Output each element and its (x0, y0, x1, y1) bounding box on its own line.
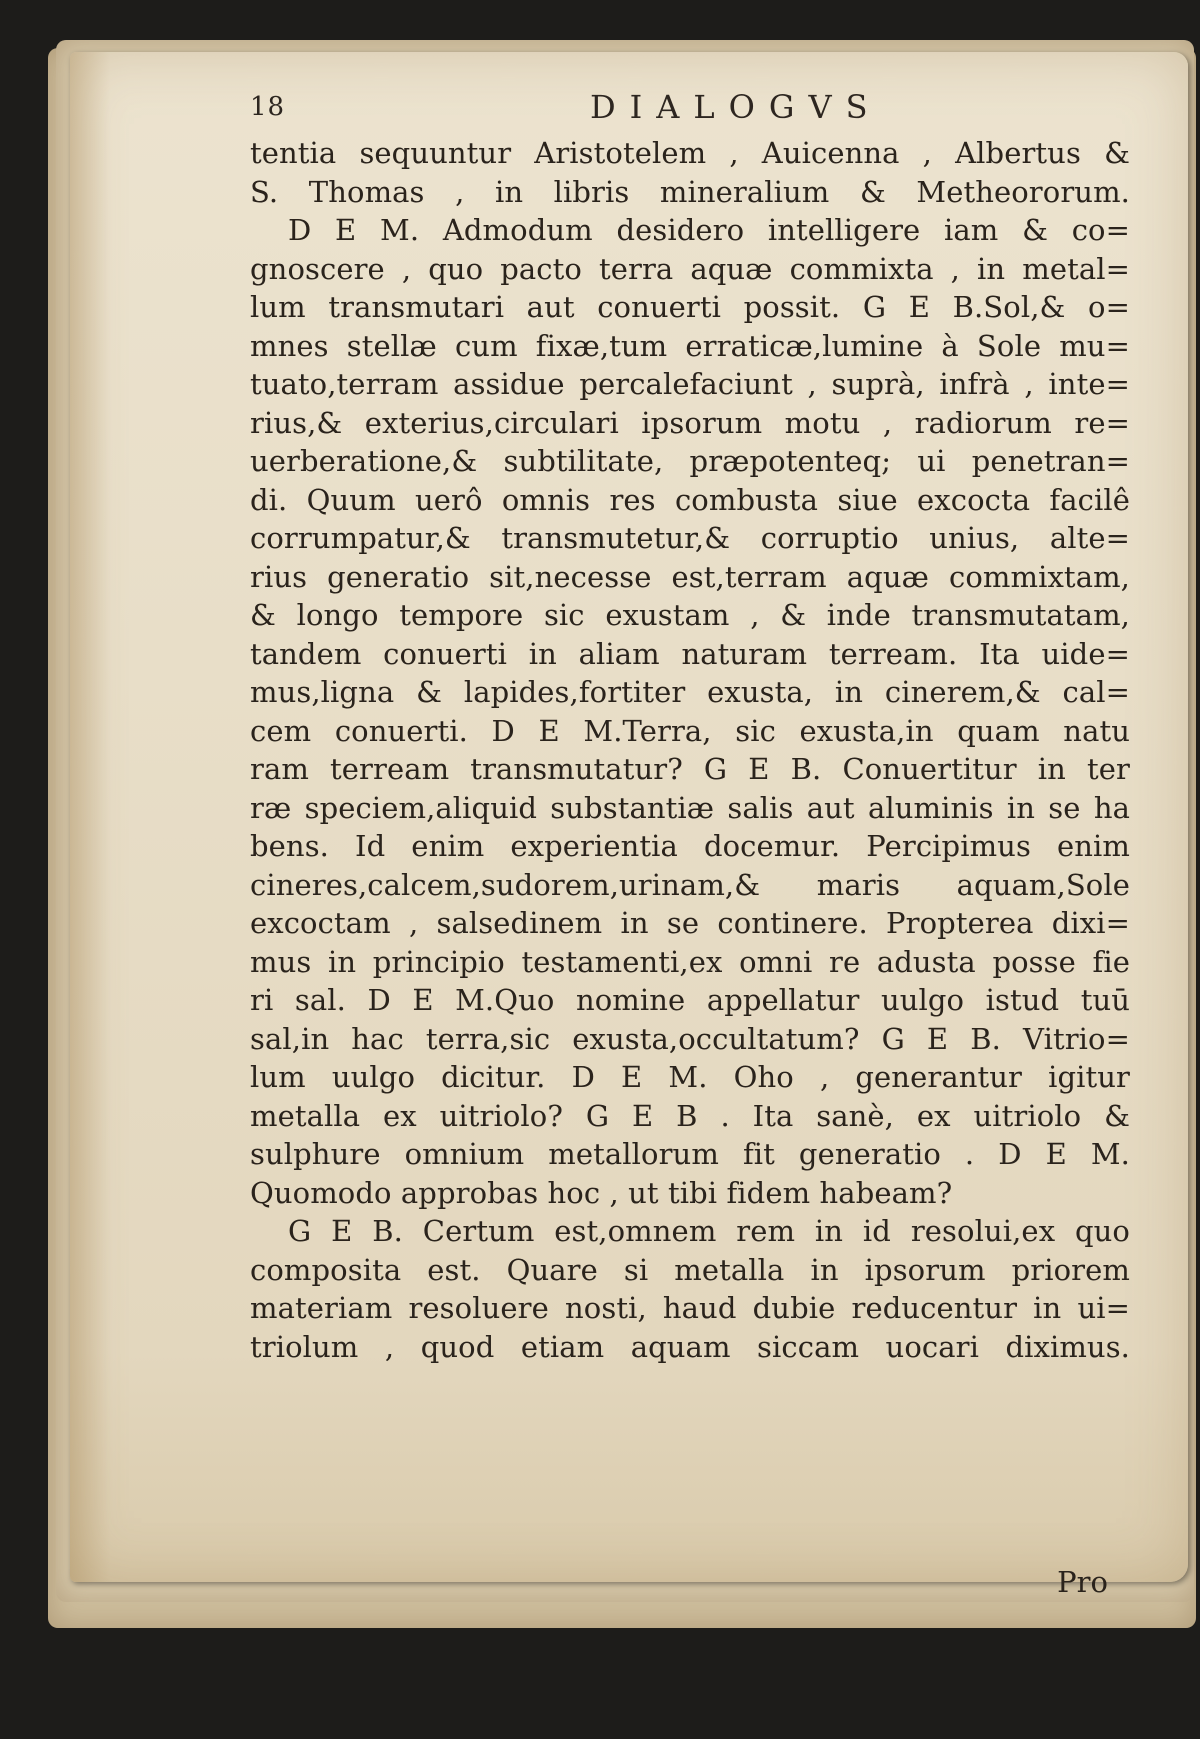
text-line: tentia sequuntur Aristotelem , Auicenna , Albertus & (250, 136, 1130, 170)
text-line: cem conuerti. D E M.Terra, sic exusta,in quam natu (250, 713, 1130, 748)
text-line: corrumpatur,& transmutetur,& corruptio unius, alte= (250, 521, 1130, 555)
page-number: 18 (250, 92, 286, 122)
text-line: Quomodo approbas hoc , ut tibi fidem habeam? (250, 1175, 953, 1210)
text-line: ri sal. D E M.Quo nomine appellatur uulgo istud tuū (250, 983, 1130, 1017)
text-block (250, 134, 1130, 1366)
text-line: rius,& exterius,circulari ipsorum motu , radiorum re= (250, 405, 1130, 440)
text-line: bens. Id enim experientia docemur. Percipimus enim (250, 829, 1130, 863)
text-line: & longo tempore sic exustam , & inde transmutatam, (250, 598, 1130, 632)
text-line: triolum , quod etiam aquam siccam uocari diximus. (250, 1329, 1130, 1364)
text-line: lum transmutari aut conuerti possit. G E B.Sol,& o= (250, 290, 1130, 324)
text-line: G E B. Certum est,omnem rem in id resolui,ex quo (288, 1214, 1130, 1248)
text-line: rius generatio sit,necesse est,terram aquæ commixtam, (250, 559, 1130, 594)
text-line: cineres,calcem,sudorem,urinam,& maris aquam,Sole (250, 867, 1130, 902)
text-line: ram terream transmutatur? G E B. Conuertitur in ter (250, 752, 1130, 786)
text-line: tandem conuerti in aliam naturam terream. Ita uide= (250, 636, 1130, 671)
text-line: lum uulgo dicitur. D E M. Oho , generantur igitur (250, 1060, 1130, 1094)
running-head (250, 88, 1050, 128)
text-line: mus,ligna & lapides,fortiter exusta, in cinerem,& cal= (250, 675, 1130, 709)
text-line: composita est. Quare si metalla in ipsorum priorem (250, 1252, 1130, 1287)
text-line: mus in principio testamenti,ex omni re adusta posse fie (250, 944, 1130, 979)
text-line: S. Thomas , in libris mineralium & Metheororum. (250, 174, 1130, 209)
text-line: ræ speciem,aliquid substantiæ salis aut aluminis in se ha (250, 790, 1130, 825)
text-line: sulphure omnium metallorum fit generatio . D E M. (250, 1137, 1130, 1171)
text-line: di. Quum uerô omnis res combusta siue excocta facilê (250, 482, 1130, 517)
text-line: excoctam , salsedinem in se continere. Propterea dixi= (250, 906, 1130, 940)
text-line: gnoscere , quo pacto terra aquæ commixta , in metal= (250, 251, 1130, 286)
text-line: sal,in hac terra,sic exusta,occultatum? G E B. Vitrio= (250, 1021, 1130, 1056)
text-line: materiam resoluere nosti, haud dubie reducentur in ui= (250, 1291, 1130, 1325)
text-line: uerberatione,& subtilitate, præpotenteq; ui penetran= (250, 444, 1130, 478)
text-line: mnes stellæ cum fixæ,tum erraticæ,lumine à Sole mu= (250, 328, 1130, 363)
text-line: D E M. Admodum desidero intelligere iam & co= (288, 213, 1130, 247)
text-line: tuato,terram assidue percalefaciunt , suprà, infrà , inte= (250, 367, 1130, 401)
running-title: DIALOGVS (590, 88, 882, 126)
text-line: metalla ex uitriolo? G E B . Ita sanè, ex uitriolo & (250, 1098, 1130, 1133)
catchword: Pro (1057, 1565, 1108, 1599)
